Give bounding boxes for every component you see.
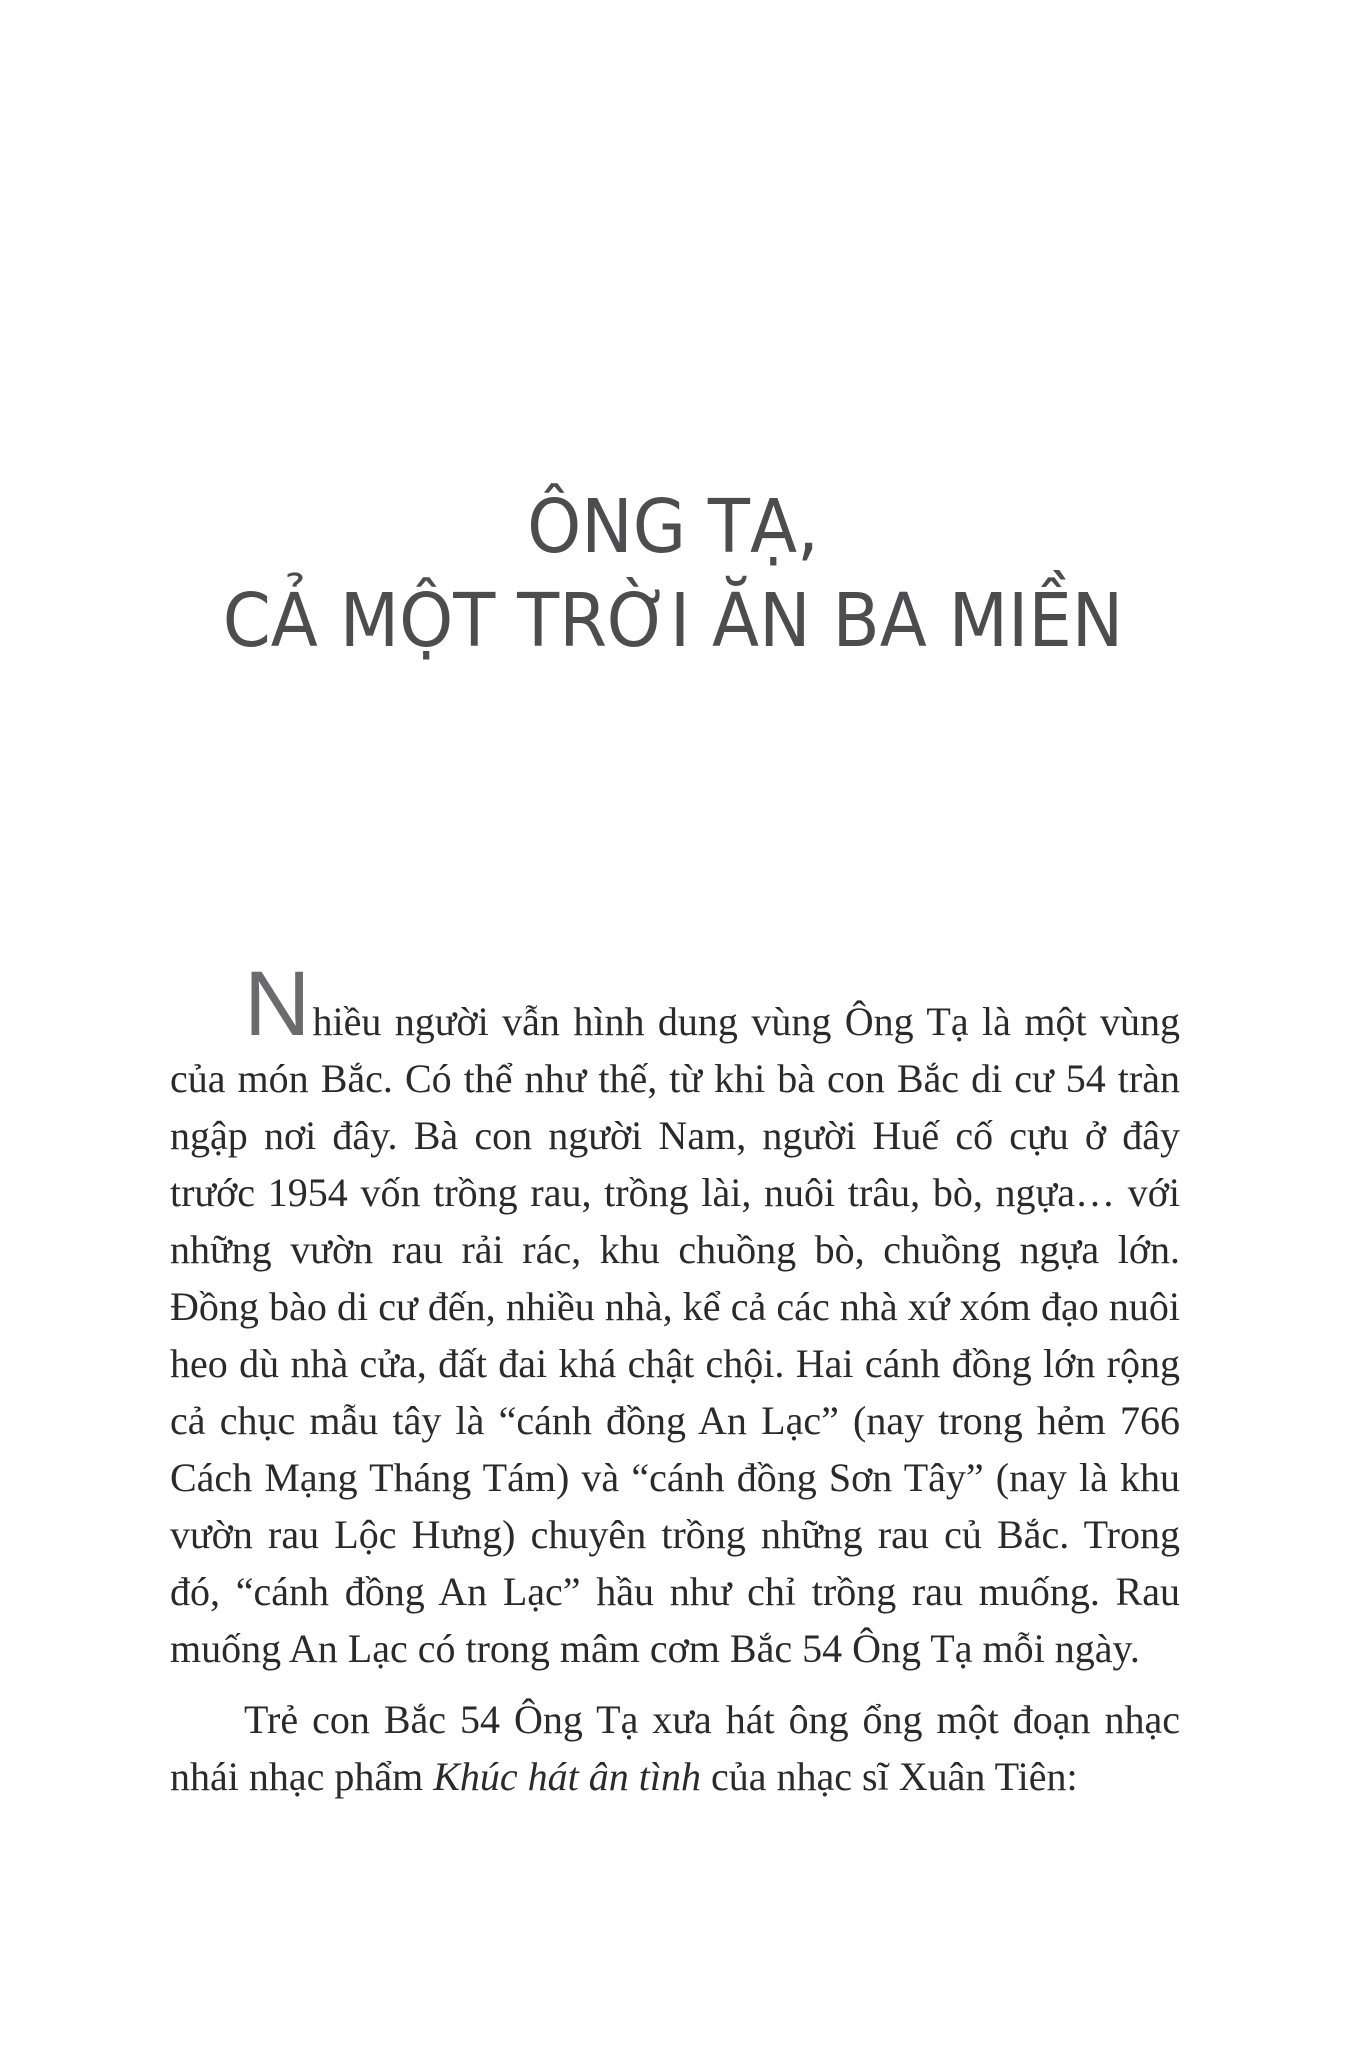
song-title: Khúc hát ân tình [433,1754,702,1799]
chapter-title-line-1: ÔNG TẠ, [527,483,819,570]
paragraph-2 [170,1691,1180,1805]
drop-cap: N [244,953,311,1055]
chapter-body [170,953,1180,1805]
paragraph-2-text-after: của nhạc sĩ Xuân Tiên: [701,1754,1078,1799]
paragraph-2-text-before: Trẻ con Bắc 54 Ông Tạ xưa hát ông ổng một đoạn nhạc nhái nhạc phẩm [170,1697,1180,1799]
paragraph-1 [170,953,1180,1677]
paragraph-1-text: hiều người vẫn hình dung vùng Ông Tạ là một vùng của món Bắc. Có thể như thế, từ khi bà con Bắc di cư 54 tràn ngập nơi đây. Bà con người Nam, người Huế cố cựu ở đây trước 1954 vốn trồng rau, trồng lài, nuôi trâu, bò, ngựa… với những vườn rau rải rác, khu chuồng bò, chuồng ngựa lớn. Đồng bào di cư đến, nhiều nhà, kể cả các nhà xứ xóm đạo nuôi heo dù nhà cửa, đất đai khá chật chội. Hai cánh đồng lớn rộng cả chục mẫu tây là “cánh đồng An Lạc” (nay trong hẻm 766 Cách Mạng Tháng Tám) và “cánh đồng Sơn Tây” (nay là khu vườn rau Lộc Hưng) chuyên trồng những rau củ Bắc. Trong đó, “cánh đồng An Lạc” hầu như chỉ trồng rau muống. Rau muống An Lạc có trong mâm cơm Bắc 54 Ông Tạ mỗi ngày. [170,999,1180,1671]
chapter-title-line-2: CẢ MỘT TRỜI ĂN BA MIỀN [222,577,1124,664]
chapter-title [0,480,1346,668]
